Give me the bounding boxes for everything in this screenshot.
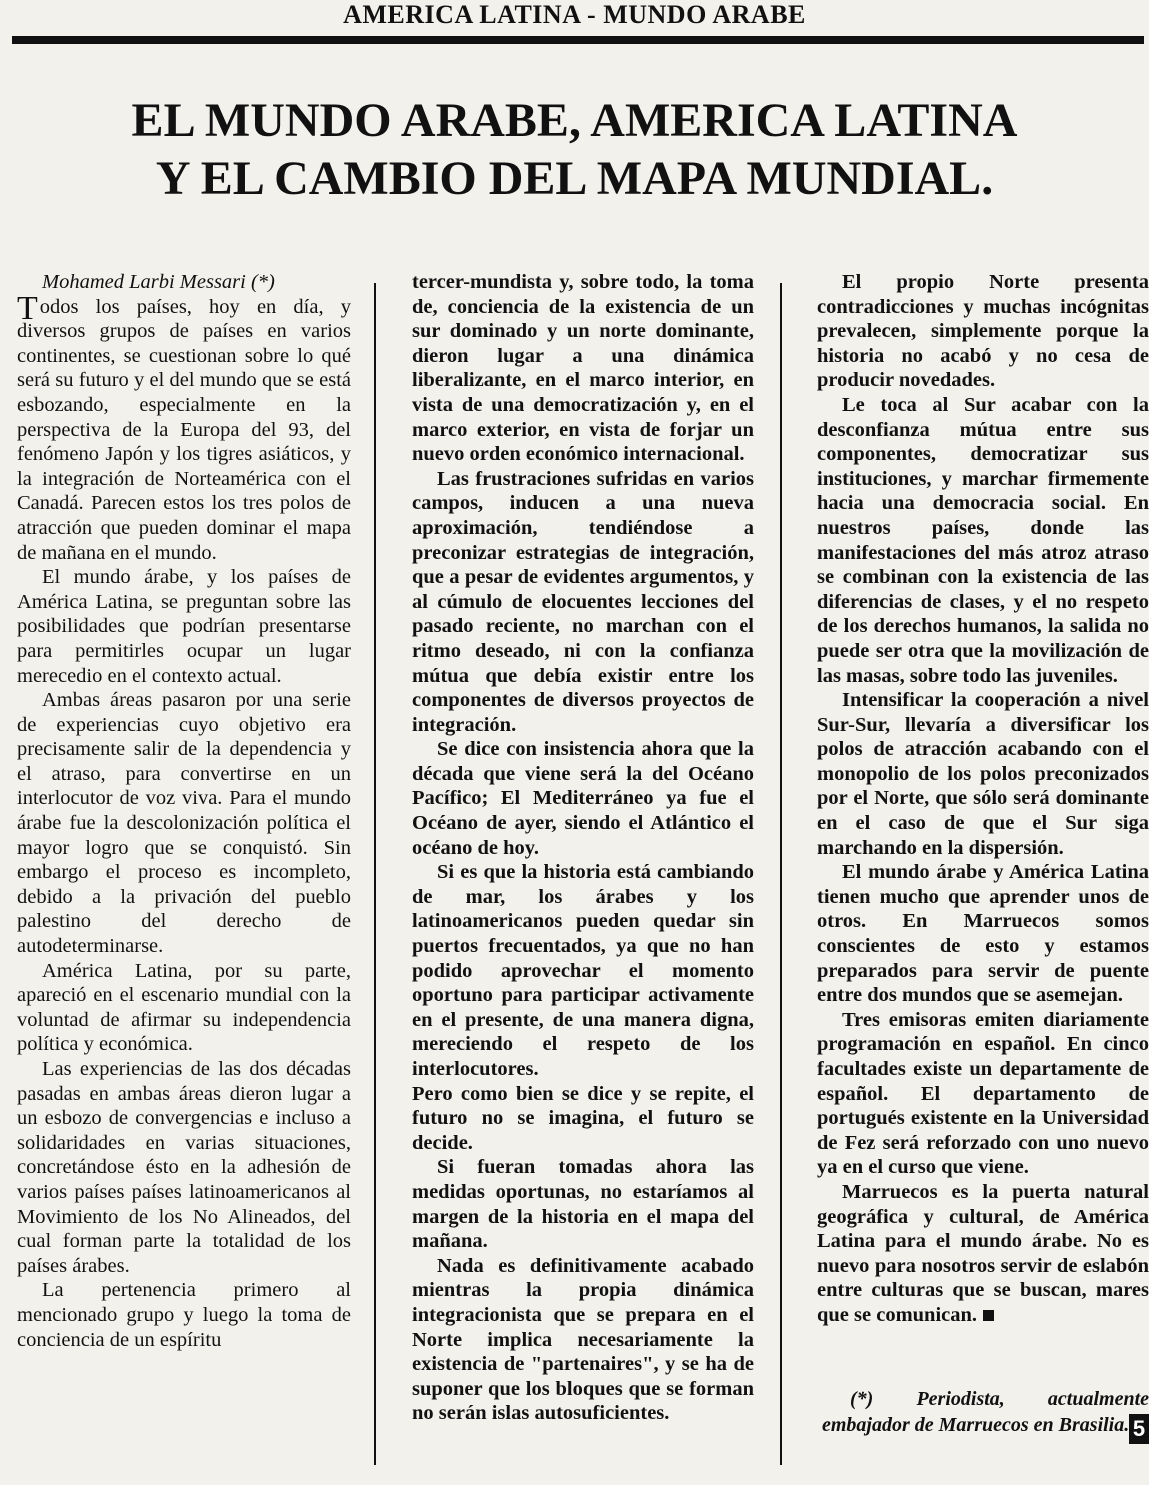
paragraph: El propio Norte presenta contradicciones y muchas incógnitas prevalecen, simplemente porque la historia no acabó y no cesa de producir novedades. bbox=[817, 271, 1149, 392]
paragraph: América Latina, por su parte, apareció en el escenario mundial con la voluntad de afirmar su independencia política y económica. bbox=[17, 959, 351, 1056]
paragraph: Todos los países, hoy en día, y diversos grupos de países en varios continentes, se cuestionan sobre lo qué será su futuro y el del mundo que se está esbozando, especialmente en la perspectiva de la Europa del 93, del fenómeno Japón y los tigres asiáticos, y la integración de Norteamérica con el Canadá. Parecen estos los tres polos de atracción que pueden dominar el mapa de mañana en el mundo. bbox=[17, 289, 351, 564]
paragraph: Si es que la historia está cambiando de mar, los árabes y los latinoamericanos pueden quedar sin puertos frecuentados, ya que no han podido aprovechar el momento oportuno para participar activamente en el presente, de una manera digna, mereciendo el respeto de los interlocutores. bbox=[412, 861, 754, 1080]
paragraph: Si fueran tomadas ahora las medidas oportunas, no estaríamos al margen de la historia en el mapa del mañana. bbox=[412, 1156, 754, 1253]
column-3 bbox=[817, 270, 1149, 1328]
title-line-2: Y EL CAMBIO DEL MAPA MUNDIAL. bbox=[155, 152, 994, 205]
header-rule bbox=[12, 36, 1144, 44]
column-1 bbox=[17, 270, 351, 1352]
paragraph: Ambas áreas pasaron por una serie de experiencias cuyo objetivo era precisamente salir de la dependencia y el atraso, para convertirse en un interlocutor de voz viva. Para el mundo árabe fue la descolonización política el mayor logro que se conquistó. Sin embargo el proceso es incompleto, debido a la privación del pueblo palestino del derecho de autodeterminarse. bbox=[17, 689, 351, 958]
paragraph: Nada es definitivamente acabado mientras la propia dinámica integracionista que se prepara en el Norte implica necesariamente la existencia de "partenaires", y se ha de suponer que los bloques que se forman no serán islas autosuficientes. bbox=[412, 1254, 754, 1425]
end-of-article-mark bbox=[983, 1310, 994, 1321]
paragraph: Le toca al Sur acabar con la desconfianza mútua entre sus componentes, democratizar sus instituciones, y marchar firmemente hacia una democracia social. En nuestros países, donde las manifestaciones del más atroz atraso se combinan con la existencia de las diferencias de clases, y el no respeto de los derechos humanos, la salida no puede ser otra que la movilización de las masas, sobre todo las juveniles. bbox=[817, 393, 1149, 687]
footnote-mark: (*) bbox=[850, 1388, 874, 1410]
footnote bbox=[822, 1386, 1149, 1438]
paragraph: Las experiencias de las dos décadas pasadas en ambas áreas dieron lugar a un esbozo de convergencias e incluso a solidaridades en varias situaciones, concretándose ésto en la adhesión de varios países países latinoamericanos al Movimiento de los No Alineados, del cual forman parte la totalidad de los países árabes. bbox=[17, 1058, 351, 1277]
title-line-1: EL MUNDO ARABE, AMERICA LATINA bbox=[131, 94, 1018, 147]
section-header: AMERICA LATINA - MUNDO ARABE bbox=[343, 0, 806, 29]
column-divider bbox=[780, 283, 782, 1465]
page-number: 5 bbox=[1129, 1414, 1149, 1444]
paragraph: Se dice con insistencia ahora que la década que viene será la del Océano Pacífico; El Mediterráneo ya fue el Océano de ayer, siendo el Atlántico el océano de hoy. bbox=[412, 738, 754, 859]
column-2 bbox=[412, 270, 754, 1426]
paragraph: Las frustraciones sufridas en varios campos, inducen a una nueva aproximación, tendiéndose a preconizar estrategias de integración, que a pesar de evidentes argumentos, y al cúmulo de elocuentes lecciones del pasado reciente, no marchan con el ritmo deseado, ni con la confianza mútua que debía existir entre los componentes de diversos proyectos de integración. bbox=[412, 467, 754, 736]
paragraph: Tres emisoras emiten diariamente programación en español. En cinco facultades existe un departamente de español. El departamento de portugués existente en la Universidad de Fez será reforzado con uno nuevo ya en el curso que viene. bbox=[817, 1008, 1149, 1179]
paragraph: Intensificar la cooperación a nivel Sur-Sur, llevaría a diversificar los polos de atracción acabando con el monopolio de los polos preconizados por el Norte, que sólo será dominante en el caso de que el Sur siga marchando en la dispersión. bbox=[817, 689, 1149, 859]
paragraph-text: Marruecos es la puerta natural geográfica y cultural, de América Latina para el mundo árabe. No es nuevo para nosotros servir de eslabón entre culturas que se buscan, mares que se comunican. bbox=[817, 1180, 1149, 1326]
paragraph: El mundo árabe y América Latina tienen mucho que aprender unos de otros. En Marruecos somos conscientes de esto y estamos preparados para servir de puente entre dos mundos que se asemejan. bbox=[817, 861, 1149, 1007]
paragraph-text: odos los países, hoy en día, y diversos grupos de países en varios continentes, se cuestionan sobre lo qué será su futuro y el del mundo que se está esbozando, especialmente en la perspectiva de la Europa del 93, del fenómeno Japón y los tigres asiáticos, y la integración de Norteamérica con el Canadá. Parecen estos los tres polos de atracción que pueden dominar el mapa de mañana en el mundo. bbox=[17, 295, 351, 564]
paragraph: La pertenencia primero al mencionado grupo y luego la toma de conciencia de un espíritu bbox=[17, 1279, 351, 1351]
paragraph: El mundo árabe, y los países de América Latina, se preguntan sobre las posibilidades que podrían presentarse para permitirles ocupar un lugar merecedio en el contexto actual. bbox=[17, 566, 351, 687]
column-divider bbox=[374, 283, 376, 1465]
paragraph bbox=[817, 1180, 1149, 1328]
paragraph: tercer-mundista y, sobre todo, la toma de, conciencia de la existencia de un sur dominado y un norte dominante, dieron lugar a una dinámica liberalizante, en el marco interior, en vista de una democratización y, en el marco exterior, en vista de forjar un nuevo orden económico internacional. bbox=[412, 271, 754, 466]
footnote-text: Periodista, actualmente embajador de Marruecos en Brasilia. bbox=[822, 1388, 1149, 1436]
paragraph: Pero como bien se dice y se repite, el futuro no se imagina, el futuro se decide. bbox=[412, 1082, 754, 1154]
byline: Mohamed Larbi Messari (*) bbox=[42, 271, 275, 293]
article-title bbox=[30, 92, 1119, 208]
